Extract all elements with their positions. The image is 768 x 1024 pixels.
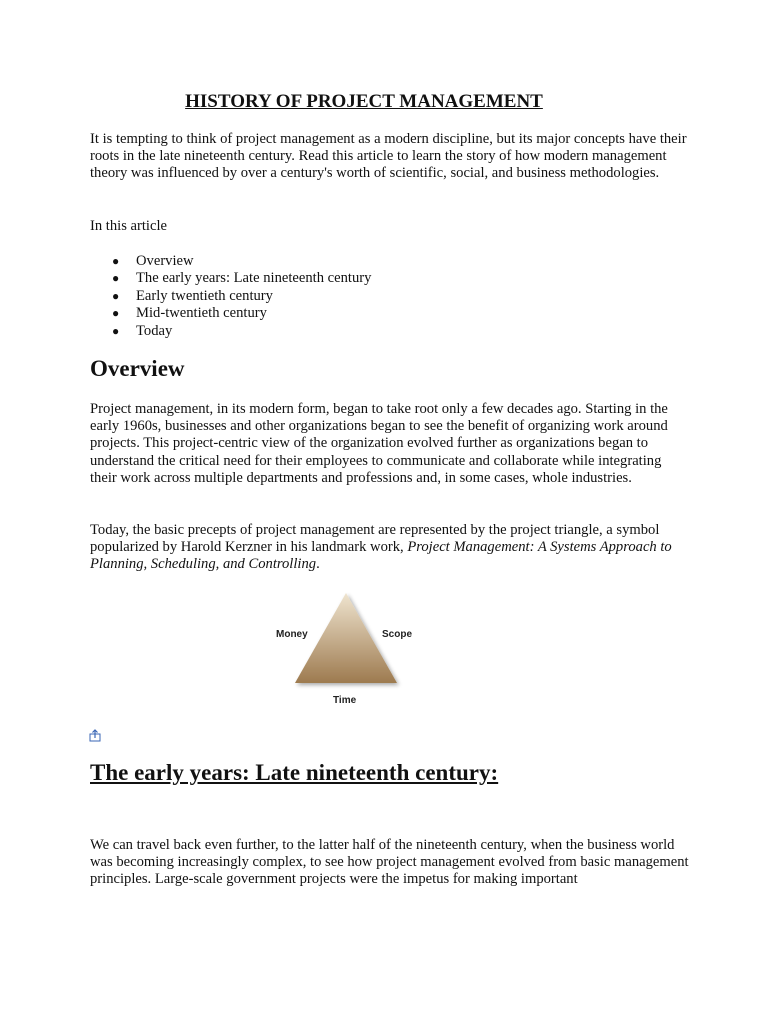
toc-item-label: Early twentieth century — [136, 287, 273, 304]
back-to-top-icon-graphic — [89, 729, 101, 742]
triangle-label-scope: Scope — [382, 629, 413, 640]
early-years-heading: The early years: Late nineteenth century: — [90, 760, 499, 785]
in-this-article-label: In this article — [90, 218, 167, 234]
overview-paragraph-1: Project management, in its modern form, began to take root only a few decades ago. Starting in the early 1960s, businesses and other organizations began to see the benefit of organizing work around projects. This project-centric view of the organization evolved further as organizations began to understand the critical need for their employees to communicate and collaborate while integrating their work across multiple departments and professions and, in some cases, whole industries. — [90, 401, 668, 486]
page-title: HISTORY OF PROJECT MANAGEMENT — [185, 91, 543, 112]
back-to-top-icon[interactable] — [89, 729, 101, 742]
bullet-icon: ● — [112, 306, 120, 321]
project-triangle-figure — [270, 588, 420, 710]
toc-item-overview[interactable] — [90, 253, 371, 270]
triangle-label-money: Money — [276, 629, 308, 640]
overview-heading: Overview — [90, 356, 185, 381]
overview-paragraph-2 — [90, 522, 690, 574]
toc-item-label: Overview — [136, 253, 194, 269]
early-years-paragraph: We can travel back even further, to the latter half of the nineteenth century, when the business world was becoming increasingly complex, to see how project management evolved from basic management principles. Large-scale government projects were the impetus for making important — [90, 837, 689, 888]
table-of-contents — [90, 253, 371, 340]
toc-item-label: Mid-twentieth century — [136, 305, 267, 322]
toc-item-mid-twentieth[interactable] — [90, 305, 371, 322]
bullet-icon: ● — [112, 288, 120, 303]
intro-paragraph: It is tempting to think of project management as a modern discipline, but its major concepts have their roots in the late nineteenth century. Read this article to learn the story of how modern management theory was influenced by over a century's worth of scientific, social, and business methodologies. — [90, 131, 687, 182]
bullet-icon: ● — [112, 323, 120, 338]
toc-item-label: The early years: Late nineteenth century — [136, 270, 372, 287]
triangle-label-time: Time — [333, 695, 357, 706]
toc-item-label: Today — [136, 322, 173, 339]
bullet-icon: ● — [112, 254, 120, 268]
overview-paragraph-2-text: Today, the basic precepts of project management are represented by the project triangle, a symbol popularized by Harold Kerzner in his landmark work, — [90, 522, 660, 556]
overview-paragraph-2-end: . — [316, 556, 320, 573]
book-title: Project Management: A Systems Approach to Planning, Scheduling, and Controlling — [90, 539, 672, 573]
project-triangle-graphic — [270, 588, 420, 710]
toc-item-early-twentieth[interactable] — [90, 288, 371, 305]
toc-item-early-years[interactable] — [90, 270, 371, 287]
bullet-icon: ● — [112, 271, 120, 286]
toc-item-today[interactable] — [90, 323, 371, 340]
